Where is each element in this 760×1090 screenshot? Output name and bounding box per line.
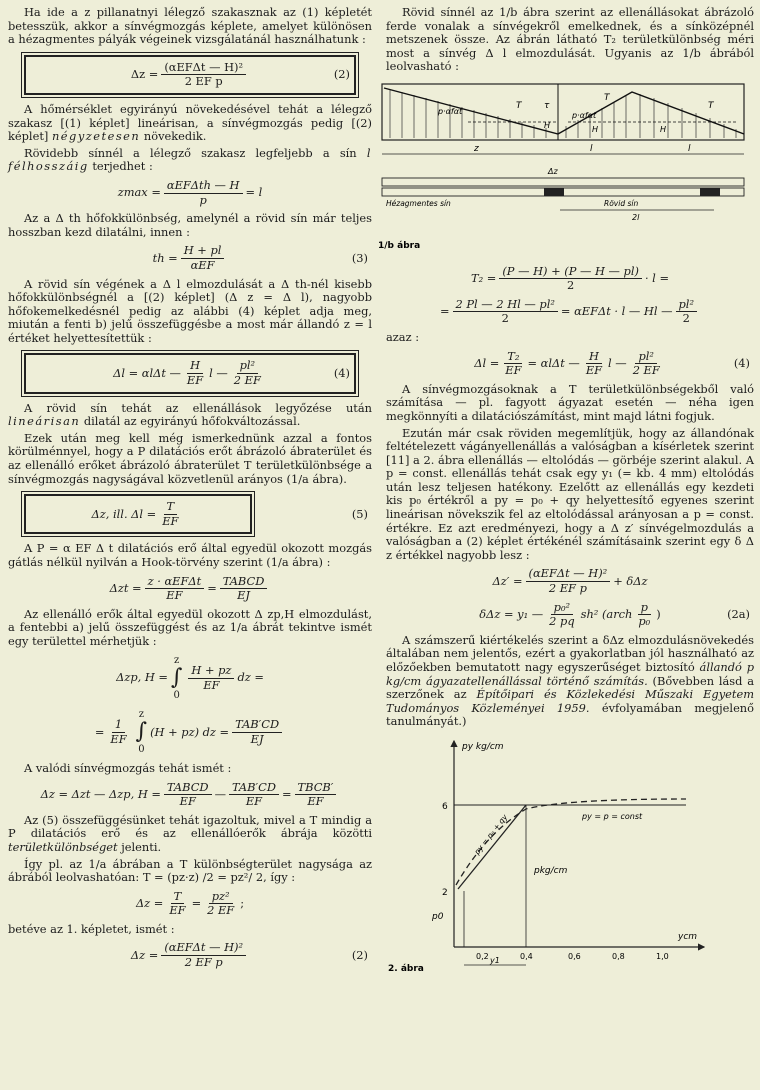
y-axis-label: py kg/cm [462,741,504,752]
equation-3: th = $\frac{H + pl}{\text{αEF}}$ (3) [152,243,368,272]
resistance-displacement-chart [386,733,754,973]
equation-2a: δΔz = y₁ — $\frac{\text{p₀²}}{2 pq}$ sh² (arch $\frac{p}{\text{p₀}}$ ) (2a) [479,599,750,629]
linear-approx-line [458,805,526,889]
label-h: H [544,120,551,130]
equation-t2: T₂ = $\frac{(P — H) + (P — H — pl)}{2}$ · l = [471,263,669,293]
dim-l: l [590,143,593,154]
equation-real: Δz = Δzt — Δzp, H = $\frac{\text{TABCD}}{EF}$ — $\frac{\text{TAB′CD}}{EF}$ = $\frac{\text{TBCB′}}{EF}$ [8,781,372,809]
rail-bar [382,178,744,186]
label-t: T [516,100,522,111]
paragraph: A rövid sín tehát az ellenállások legyőzése után lineárisan dilatál az egyirányú hőfokváltozással. [8,400,372,429]
label-pkg: pkg/cm [534,865,568,876]
joint-plate [700,188,720,196]
label-h: H [660,124,667,134]
equation-2-boxed: Δz = $\frac{\text{(αEFΔt — H)²}}{\text{2 EF p}}$ (2) [24,55,356,95]
paragraph: A P = α EF Δ t dilatációs erő által egyedül okozott mozgás gátlás nélkül nyilván a Hook-törvény szerint (1/a ábra) : [8,541,372,569]
figure-caption: 1/b ábra [378,240,421,251]
label-t: T [708,100,714,111]
equation-4-right: Δl = $\frac{\text{T₂}}{EF}$ = αlΔt — $\frac{H}{EF}$ l — $\frac{\text{pl²}}{2 EF}$ (4) [474,348,750,378]
equation-number: (2) [333,67,350,82]
equation-5-boxed: Δz, ill. Δl = $\frac{T}{EF}$ (5) [24,494,252,534]
label-h: H [592,124,599,134]
rail-force-diagram [378,78,750,256]
x-tick: 0,6 [568,951,581,961]
paragraph: azaz : [386,329,420,344]
y-tick-6: 6 [442,801,448,812]
left-column [8,6,372,975]
paragraph: A valódi sínvégmozgás tehát ismét : [24,760,232,775]
equation-zmax: zmax = $\frac{\text{αEFΔth — H}}{p}$ = l [117,177,263,207]
paragraph: Ezután már csak röviden megemlítjük, hogy az állandónak feltételezett vágányellenállás a valóságban a kísérletek szerint [11] a 2. ábra ellenállás — eltolódás — görbéje szerint alakul. A p = const. ellenállás tehát csak egy y₁ (= kb. 4 mm) eltolódás után lesz teljesen hatékony. Ezelőtt az ellenállás egy kezdeti kis p₀ értékről a py = p₀ + qy helyettesítő egyenes szerint lineárisan növekszik fel az eltolódással arányosan a p = const. értékre. Ez azt eredményezi, hogy a Δ z′ sínvégelmozdulás a valóságban a (2) képlet értékénél számításaink szerint egy δ Δ z értékkel nagyobb lesz : [386,425,754,562]
paragraph: A számszerű kiértékelés szerint a δΔz elmozdulásnövekedés általában nem jelentős, ezért a gyakorlatban jól használható az előzőekben bemutatott nagy egyszerűséget biztosító állandó p kg/cm ágyazatellenállással történő számítás. (Bővebben lásd a szerzőnek az Építőipari és Közlekedési Műszaki Egyetem Tudományos Közleményei 1959. évfolyamában megjelenő tanulmányát.) [386,632,755,729]
x-tick: 1,0 [656,951,669,961]
x-axis-label: ycm [678,931,698,942]
equation-example: Δz = $\frac{T}{EF}$ = $\frac{\text{pz²}}{2 EF}$ ; [135,888,245,918]
paragraph: A hőmérséklet egyirányú növekedésével tehát a lélegző szakasz [(1) képlet] lineárisan, a sínvégmozgás pedig [(2) képlet] négyzetesen növekedik. [8,101,372,144]
label-right-rail: Rövid sín [604,198,639,208]
x-tick: 0,4 [520,951,533,961]
figure-1b [378,78,754,260]
paragraph: Ezek után meg kell még ismerkednünk azzal a fontos körülménnyel, hogy a P dilatációs erőt ábrázoló ábraterület és az ellenálló erőket ábrázoló ábraterület T területkülönbsége a sínvégmozgás nagyságával közvetlenül arányos (1/a ábra). [8,430,372,486]
equation-t2-expand: = $\frac{\text{2 Pl — 2 Hl — pl²}}{2}$ = αEFΔt · l — Hl — $\frac{\text{pl²}}{2}$ [386,298,754,326]
equation-dz-prime: Δz′ = $\frac{\text{(αEFΔt — H)²}}{\text{2 EF p}}$ + δΔz [492,566,648,596]
dim-dz: Δz [548,166,558,176]
joint-plate [544,188,564,196]
paragraph: Rövid sínnél az 1/b ábra szerint az ellenállásokat ábrázoló ferde vonalak a sínvégekről emelkednek, és a sínközépnél metszenek össze. Az ábrán látható T₂ területkülönbség méri most a sínvég Δ l elmozdulását. Ugyanis az 1/b ábrából leolvasható : [386,5,754,74]
right-column [378,5,755,977]
paragraph: Rövidebb sínnél a lélegző szakasz legfeljebb a sín l félhosszáig terjedhet : [8,145,373,174]
x-tick: 0,2 [476,951,489,961]
label-t: T [604,92,610,103]
label-curve-linear: py = p₀ + qy [472,812,510,857]
figure-caption: 2. ábra [388,963,424,973]
label-y1: y1 [490,955,500,965]
dim-z: z [474,143,479,154]
y-tick-2: 2 [442,887,448,898]
paragraph: betéve az 1. képletet, ismét : [8,921,175,936]
dim-2l: 2l [632,212,640,222]
dim-l: l [688,143,691,154]
figure-2 [386,733,754,977]
paragraph: Így pl. az 1/a ábrában a T különbségterület nagysága az ábrából leolvashatóan: T = (pz·z) /2 = pz²/ 2, így : [8,856,372,885]
paragraph: Az ellenálló erők által egyedül okozott Δ zp,H elmozdulást, a fentebbi a) jelű összefüggést és az 1/a ábrát tekintve ismét egy területtel mérhetjük : [8,606,372,648]
equation-integral-2: = $\frac{1}{EF}$ z ∫ 0 (H + pz) dz = $\frac{\text{TAB′CD}}{EJ}$ [8,708,372,757]
label-palfa: p·αfαt [572,110,597,120]
paragraph: A rövid sín végének a Δ l elmozdulását a Δ th-nél kisebb hőfokkülönbségnél a [(2) képlet] (Δ z = Δ l), nagyobb hőfokemelkedésnél pedig az alábbi (4) képlet adja meg, miután a fenti b) jelű összefüggésbe a most már állandó z = l értéket helyettesítettük : [8,276,372,345]
label-curve-const: py = p = const [582,811,643,821]
equation-integral-1: Δzp, H = z ∫ 0 $\frac{H + pz}{EF}$ dz = [116,654,264,702]
paragraph: Az (5) összefüggésünket tehát igazoltuk, mivel a T mindig a P dilatációs erő és az ellenállóerők ábrája közötti területkülönbséget jelenti. [8,812,372,854]
x-tick: 0,8 [612,951,625,961]
label-tau: τ [544,100,550,111]
label-left-rail: Hézagmentes sín [386,198,451,208]
equation-4-boxed: Δl = αlΔt — $\frac{H}{EF}$ l — $\frac{\text{pl²}}{2 EF}$ (4) [24,353,356,393]
label-palfa: p·αfαt [438,106,463,116]
equation-2-repeat: Δz = $\frac{\text{(αEFΔt — H)²}}{\text{2 EF p}}$ (2) [130,940,368,970]
equation-dzt: Δzt = $\frac{\text{z · αEFΔt}}{EF}$ = $\frac{\text{TABCD}}{EJ}$ [8,575,372,603]
label-p0: p0 [432,911,444,922]
paragraph: Ha ide a z pillanatnyi lélegző szakasznak az (1) képletét betesszük, akkor a sínvégmozgás képlete, amelyet különösen a hézagmentes pályák végeinek vizsgálatánál használhatunk : [8,5,372,47]
paragraph: Az a Δ th hőfokkülönbség, amelynél a rövid sín már teljes hosszban kezd dilatálni, innen : [8,211,372,239]
paragraph: A sínvégmozgásoknak a T területkülönbségekből való számítása — pl. fagyott ágyazat esetén — néha igen megkönnyíti a dilatációszámítást, mint majd látni fogjuk. [386,381,754,423]
